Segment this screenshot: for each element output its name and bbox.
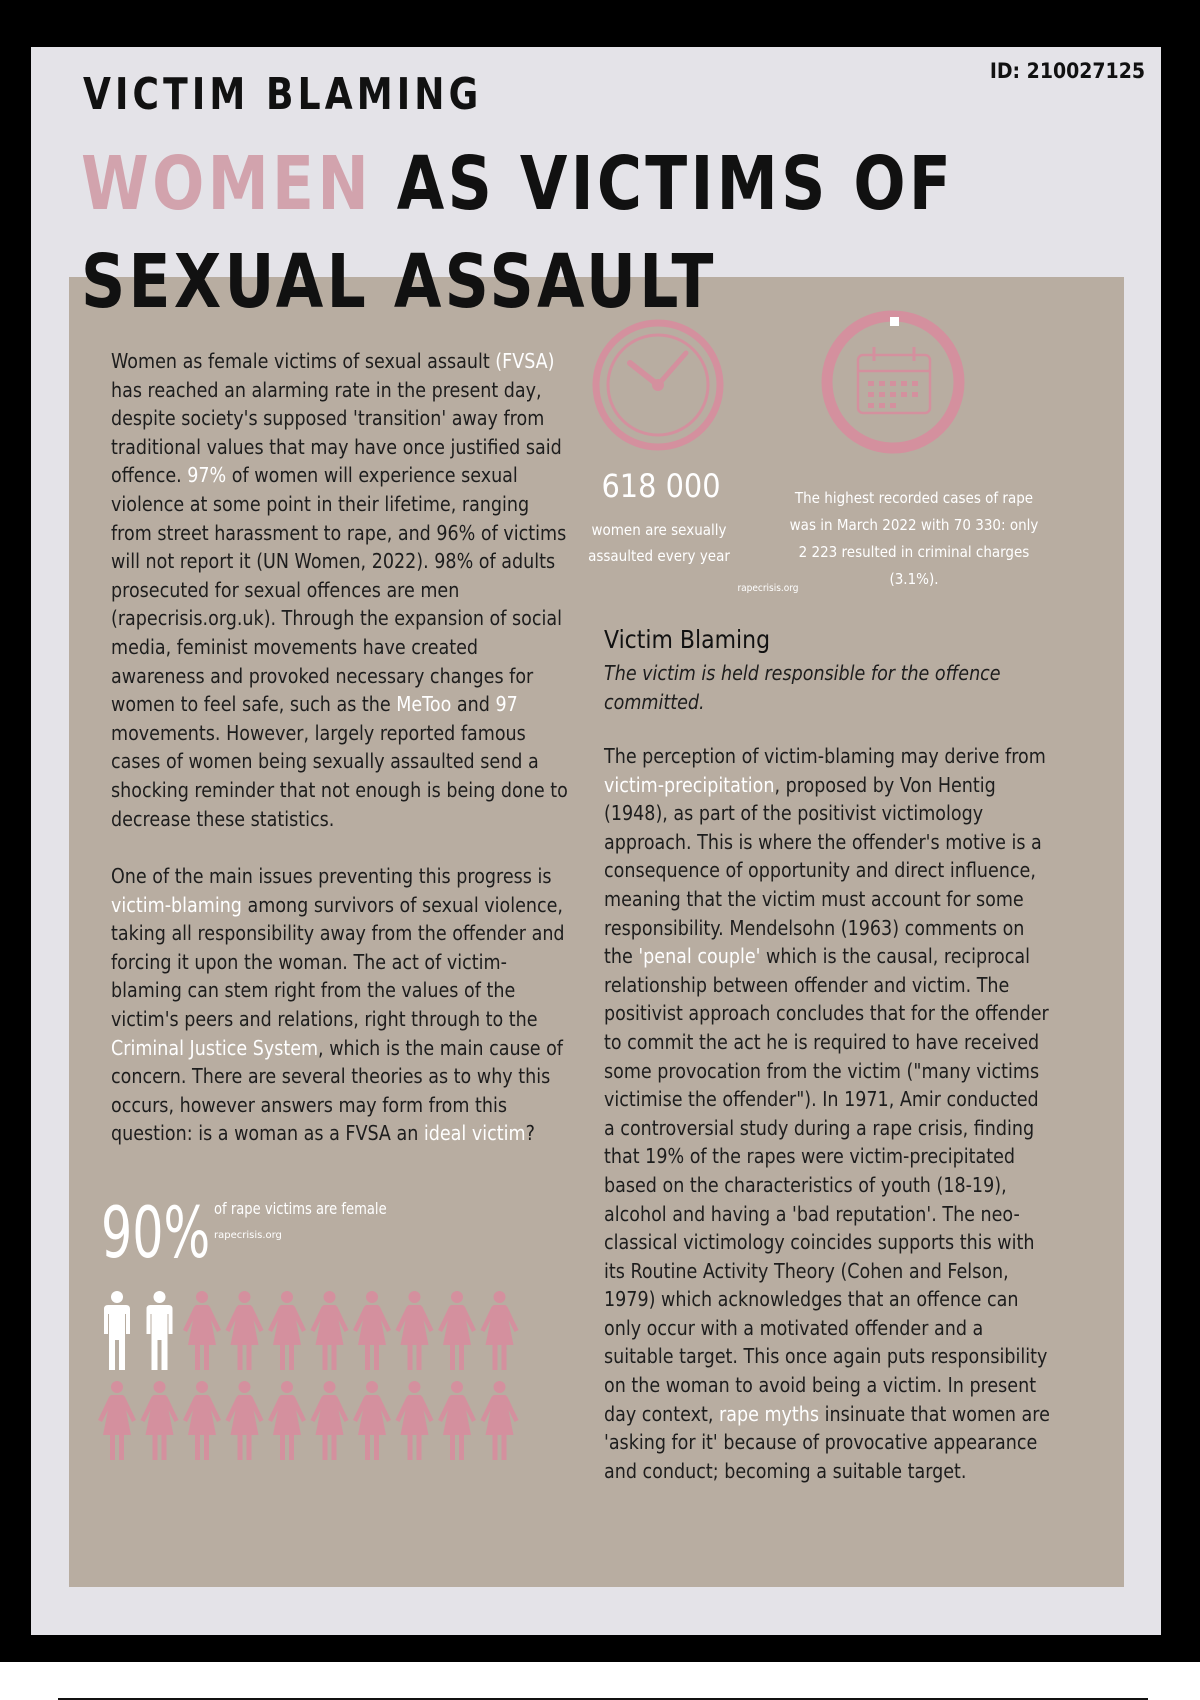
highlight-fvsa: (FVSA) <box>495 349 555 373</box>
female-figure-icon <box>396 1291 434 1370</box>
intro-paragraph <box>111 347 568 833</box>
female-figure-icon <box>98 1381 136 1460</box>
victim-blaming-definition: The victim is held responsible for the offence committed. <box>604 661 1001 714</box>
clock-icon <box>588 315 728 455</box>
highlight-criminal-justice-system: Criminal Justice System <box>111 1035 319 1060</box>
left-column <box>111 347 568 1177</box>
text-run: movements. However, largely reported famous cases of women being sexually assaulted send a shocking reminder that not enough is being done to decrease these statistics. <box>111 720 568 831</box>
female-figure-icon <box>226 1381 264 1460</box>
document-id: ID: 210027125 <box>989 59 1145 83</box>
text-run: insinuate that women are 'asking for it' because of provocative appearance and conduct; becoming a suitable target. <box>604 1401 1050 1483</box>
stat-cases-caption: The highest recorded cases of rape was in March 2022 with 70 330: only 2 223 resulted in criminal charges (3.1%). <box>789 489 1039 588</box>
female-figure-icon <box>311 1381 349 1460</box>
text-run: Women as female victims of sexual assault <box>111 349 496 373</box>
stat-90-caption: of rape victims are female <box>214 1199 387 1218</box>
headline-accent: WOMEN <box>81 141 373 227</box>
stat-618000-caption: women are sexually assaulted every year <box>588 521 730 565</box>
section-title-victim-blaming: Victim Blaming <box>604 625 771 654</box>
female-figure-icon <box>438 1291 476 1370</box>
text-run: , proposed by Von Hentig (1948), as part of the positivist victimology approach. This is where the offender's motive is a consequence of opportunity and direct influence, meaning that the victim must account for some responsibility. Mendelsohn (1963) comments on the <box>604 772 1042 969</box>
text-run: ? <box>525 1121 535 1146</box>
female-figure-icon <box>268 1291 306 1370</box>
stat-90-percent: 90% <box>101 1192 211 1274</box>
poster-page <box>31 47 1161 1635</box>
highlight-victim-blaming: victim-blaming <box>111 892 242 917</box>
female-figure-icon <box>353 1291 391 1370</box>
female-figure-icon <box>438 1381 476 1460</box>
text-run: among survivors of sexual violence, taking all responsibility away from the offender and forcing it upon the woman. The act of victim-blaming can stem right from the values of the victim's peers and relations, right through to the <box>111 892 565 1032</box>
male-figure-icon <box>104 1291 130 1370</box>
stat-90-source: rapecrisis.org <box>214 1230 282 1241</box>
female-figure-icon <box>481 1291 519 1370</box>
highlight-97: 97 <box>495 692 518 717</box>
text-run: One of the main issues preventing this progress is <box>111 864 552 889</box>
female-figure-icon <box>353 1381 391 1460</box>
female-figure-icon <box>183 1381 221 1460</box>
highlight-97-percent: 97% <box>187 463 227 488</box>
female-figure-icon <box>183 1291 221 1370</box>
female-figure-icon <box>226 1291 264 1370</box>
male-figure-icon <box>147 1291 173 1370</box>
text-run: has reached an alarming rate in the present day, despite society's supposed 'transition' away from traditional values that may have once justified said offence. <box>111 377 562 488</box>
headline-line2: SEXUAL ASSAULT <box>81 239 717 325</box>
text-run: of women will experience sexual violence at some point in their lifetime, ranging from street harassment to rape, and 96% of victims will not report it (UN Women, 2022). 98% of adults prosecuted for sexual offences are men (rapecrisis.org.uk). Through the expansion of social media, feminist movements have created awareness and provoked necessary changes for women to feel safe, such as the <box>111 463 567 717</box>
highlight-penal-couple: 'penal couple' <box>638 944 761 969</box>
highlight-metoo: MeToo <box>396 692 452 717</box>
headline-line1-rest: AS VICTIMS OF <box>372 141 955 227</box>
female-figure-icon <box>141 1381 179 1460</box>
stat-618000: 618 000 <box>601 467 721 505</box>
text-run: which is the causal, reciprocal relationship between offender and victim. The positivist approach concludes that for the offender to commit the act he is required to have received some provocation from the victim ("many victims victimise the offender"). In 1971, Amir conducted a controversial study during a rape crisis, finding that 19% of the rapes were victim-precipitated based on the characteristics of youth (18-19), alcohol and having a 'bad reputation'. The neo-classical victimology coincides supports this with its Routine Activity Theory (Cohen and Felson, 1979) which acknowledges that an offence can only occur with a motivated offender and a suitable target. This once again puts responsibility on the woman to avoid being a victim. In present day context, <box>604 944 1049 1426</box>
highlight-victim-precipitation: victim-precipitation <box>604 772 775 797</box>
victim-blaming-body <box>604 742 1052 1485</box>
text-run: The perception of victim-blaming may derive from <box>604 744 1046 768</box>
highlight-ideal-victim: ideal victim <box>423 1121 526 1146</box>
pictogram-grid <box>97 1290 527 1460</box>
text-run: , which is the main cause of concern. There are several theories as to why this occurs, however answers may form from this question: is a woman as a FVSA an <box>111 1035 563 1146</box>
stat-source: rapecrisis.org <box>737 583 799 594</box>
female-figure-icon <box>311 1291 349 1370</box>
highlight-rape-myths: rape myths <box>719 1401 820 1426</box>
female-figure-icon <box>396 1381 434 1460</box>
female-figure-icon <box>268 1381 306 1460</box>
kicker-title: VICTIM BLAMING <box>83 69 483 120</box>
female-figure-icon <box>481 1381 519 1460</box>
headline <box>81 135 954 331</box>
text-run: and <box>451 692 496 717</box>
issues-paragraph <box>111 862 568 1148</box>
bottom-strip <box>0 1662 1200 1700</box>
